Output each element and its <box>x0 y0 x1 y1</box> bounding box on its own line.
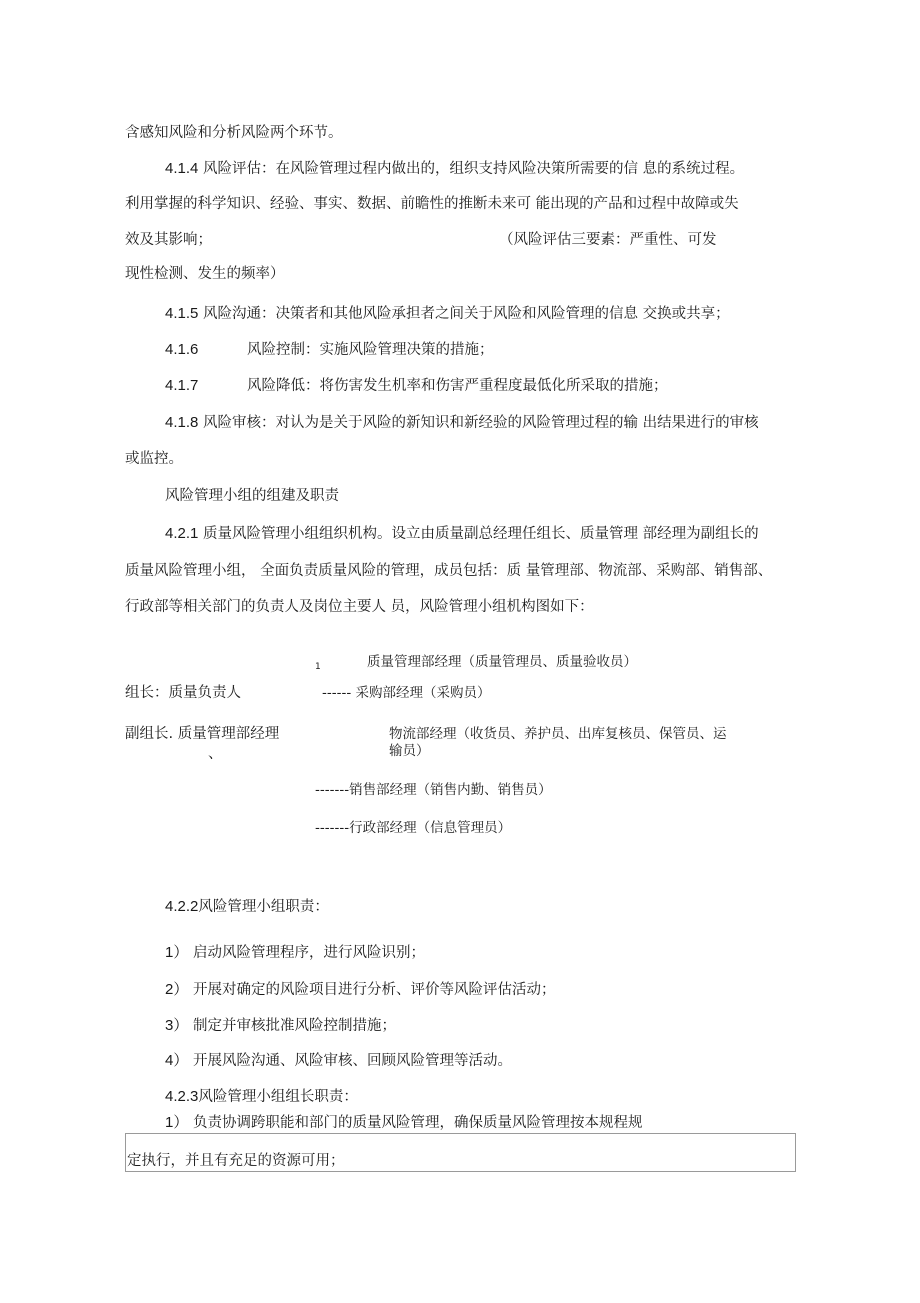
definition-4-1-4-line4: 现性检测、发生的频率） <box>125 266 285 282</box>
duties-team-title <box>165 897 329 917</box>
org-logistics-dept-line2: 输员） <box>389 743 430 759</box>
section-number: 4.1.6 <box>165 341 199 358</box>
section-number: 4.2.3 <box>165 1088 199 1105</box>
org-quality-dept: 质量管理部经理（质量管理员、质量验收员） <box>367 654 637 670</box>
list-item-number: 2） <box>165 981 189 998</box>
list-item-number: 4） <box>165 1052 189 1069</box>
list-item <box>165 980 555 1000</box>
org-admin-dept: -------行政部经理（信息管理员） <box>315 820 512 836</box>
duties-leader-title <box>165 1087 358 1107</box>
list-item-number: 1） <box>165 1114 189 1131</box>
definition-4-1-5 <box>165 304 730 324</box>
definition-4-1-4 <box>165 159 744 179</box>
section-number: 4.2.1 <box>165 525 199 542</box>
paragraph-text: 质量风险管理小组组织机构。设立由质量副总经理任组长、质量管理 部经理为副组长的 <box>202 526 759 542</box>
list-item-text: 制定并审核批准风险控制措施； <box>192 1018 396 1034</box>
paragraph-4-2-1 <box>165 524 759 544</box>
definition-4-1-6-text: 风险控制：实施风险管理决策的措施； <box>247 342 494 358</box>
org-deputy: 副组长. 质量管理部经理 <box>125 726 280 742</box>
list-item-text: 负责协调跨职能和部门的质量风险管理，确保质量风险管理按本规程规 <box>192 1115 643 1131</box>
org-sales-dept: -------销售部经理（销售内勤、销售员） <box>315 782 552 798</box>
list-item-number: 3） <box>165 1017 189 1034</box>
definition-4-1-4-line3b: （风险评估三要素：严重性、可发 <box>499 232 717 248</box>
definition-4-1-4-line2: 利用掌握的科学知识、经验、事实、数据、前瞻性的推断未来可 能出现的产品和过程中故障或失 <box>125 196 739 212</box>
org-logistics-dept: 物流部经理（收货员、养护员、出库复核员、保管员、运 <box>389 726 727 742</box>
definition-4-1-8-line2: 或监控。 <box>125 451 183 467</box>
list-item <box>165 1016 396 1036</box>
list-item-text: 启动风险管理程序，进行风险识别； <box>192 945 425 961</box>
org-chart-marker: 1 <box>315 662 321 672</box>
definition-4-1-8 <box>165 413 759 433</box>
org-leader: 组长：质量负责人 <box>125 685 241 701</box>
list-item <box>165 1113 642 1133</box>
list-item-number: 1） <box>165 944 189 961</box>
definition-4-1-7-text: 风险降低：将伤害发生机率和伤害严重程度最低化所采取的措施； <box>247 378 668 394</box>
section-heading: 风险管理小组的组建及职责 <box>165 488 339 504</box>
section-number: 4.1.8 <box>165 414 199 431</box>
org-purchase-dept: ------ 采购部经理（采购员） <box>322 685 491 701</box>
list-item <box>165 1051 512 1071</box>
list-item-continuation: 定执行，并且有充足的资源可用； <box>127 1153 345 1169</box>
definition-text: 风险沟通：决策者和其他风险承担者之间关于风险和风险管理的信息 交换或共享； <box>202 306 730 322</box>
definition-4-1-4-line3a: 效及其影响； <box>125 232 212 248</box>
section-number: 4.1.5 <box>165 305 199 322</box>
definition-text: 风险评估：在风险管理过程内做出的，组织支持风险决策所需要的信 息的系统过程。 <box>202 161 745 177</box>
definition-text: 风险审核：对认为是关于风险的新知识和新经验的风险管理过程的输 出结果进行的审核 <box>202 415 759 431</box>
duties-team-title-text: 风险管理小组职责： <box>198 899 329 915</box>
duties-leader-title-text: 风险管理小组组长职责： <box>198 1089 358 1105</box>
list-item <box>165 943 425 963</box>
list-item-text: 开展风险沟通、风险审核、回顾风险管理等活动。 <box>192 1053 512 1069</box>
section-number: 4.2.2 <box>165 898 199 915</box>
org-deputy-mark: 、 <box>208 746 223 762</box>
paragraph-4-2-1-line2: 质量风险管理小组， 全面负责质量风险的管理，成员包括：质 量管理部、物流部、采购部、销售部、 <box>125 563 773 579</box>
section-number: 4.1.4 <box>165 160 199 177</box>
definition-4-1-7 <box>165 376 198 396</box>
list-item-text: 开展对确定的风险项目进行分析、评价等风险评估活动； <box>192 982 556 998</box>
definition-4-1-6 <box>165 340 198 360</box>
intro-line: 含感知风险和分析风险两个环节。 <box>125 125 343 141</box>
section-number: 4.1.7 <box>165 377 199 394</box>
paragraph-4-2-1-line3: 行政部等相关部门的负责人及岗位主要人 员，风险管理小组机构图如下： <box>125 599 594 615</box>
